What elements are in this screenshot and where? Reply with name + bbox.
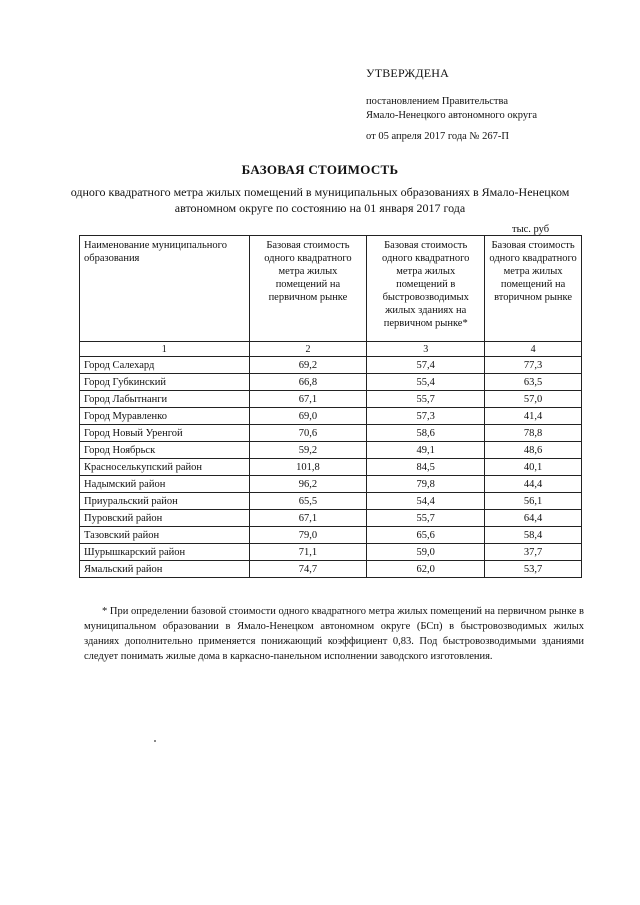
primary-cost: 67,1: [249, 391, 367, 408]
municipality-name: Красноселькупский район: [80, 459, 250, 476]
column-number: 4: [485, 342, 582, 357]
municipality-name: Тазовский район: [80, 527, 250, 544]
municipality-name: Шурышкарский район: [80, 544, 250, 561]
prefab-cost: 57,4: [367, 357, 485, 374]
table-body: [80, 357, 582, 578]
secondary-cost: 44,4: [485, 476, 582, 493]
primary-cost: 69,0: [249, 408, 367, 425]
municipality-name: Город Ноябрьск: [80, 442, 250, 459]
footnote: * При определении базовой стоимости одного квадратного метра жилых помещений на первичном рынке в муниципальном образовании в Ямало-Ненецком автономном округе (БСп) в быстровозводимых жилых зданиях дополнительно применяется понижающий коэффициент 0,83. Под быстровозводимыми зданиями следует понимать жилые дома в каркасно-панельном исполнении заводского изготовления.: [84, 606, 584, 662]
table-row: [80, 425, 582, 442]
prefab-cost: 65,6: [367, 527, 485, 544]
cost-table: [79, 235, 582, 578]
column-number: 3: [367, 342, 485, 357]
table-row: [80, 544, 582, 561]
primary-cost: 65,5: [249, 493, 367, 510]
primary-cost: 101,8: [249, 459, 367, 476]
table-row: [80, 391, 582, 408]
scan-speck: [154, 740, 156, 742]
municipality-name: Ямальский район: [80, 561, 250, 578]
municipality-name: Город Губкинский: [80, 374, 250, 391]
prefab-cost: 79,8: [367, 476, 485, 493]
approval-line-1: постановлением Правительства: [366, 96, 509, 107]
table-column-numbers: [80, 342, 582, 357]
secondary-cost: 53,7: [485, 561, 582, 578]
header-prefab-primary-market: Базовая стоимость одного квадратного метра жилых помещений в быстровозводимых жилых зданиях на первичном рынке*: [367, 236, 485, 342]
header-municipality: Наименование муниципального образования: [80, 236, 250, 342]
secondary-cost: 41,4: [485, 408, 582, 425]
secondary-cost: 57,0: [485, 391, 582, 408]
table-header-row: [80, 236, 582, 342]
prefab-cost: 58,6: [367, 425, 485, 442]
primary-cost: 67,1: [249, 510, 367, 527]
secondary-cost: 64,4: [485, 510, 582, 527]
secondary-cost: 40,1: [485, 459, 582, 476]
municipality-name: Город Новый Уренгой: [80, 425, 250, 442]
table-row: [80, 442, 582, 459]
primary-cost: 71,1: [249, 544, 367, 561]
primary-cost: 74,7: [249, 561, 367, 578]
prefab-cost: 62,0: [367, 561, 485, 578]
secondary-cost: 48,6: [485, 442, 582, 459]
primary-cost: 70,6: [249, 425, 367, 442]
prefab-cost: 54,4: [367, 493, 485, 510]
table-row: [80, 459, 582, 476]
table-row: [80, 561, 582, 578]
municipality-name: Город Салехард: [80, 357, 250, 374]
document-title: БАЗОВАЯ СТОИМОСТЬ: [241, 162, 399, 177]
table-row: [80, 476, 582, 493]
secondary-cost: 56,1: [485, 493, 582, 510]
header-secondary-market: Базовая стоимость одного квадратного метра жилых помещений на вторичном рынке: [485, 236, 582, 342]
approval-heading: УТВЕРЖДЕНА: [366, 66, 450, 80]
approval-line-2: Ямало-Ненецкого автономного округа: [366, 110, 538, 121]
prefab-cost: 84,5: [367, 459, 485, 476]
primary-cost: 79,0: [249, 527, 367, 544]
prefab-cost: 49,1: [367, 442, 485, 459]
column-number: 2: [249, 342, 367, 357]
primary-cost: 66,8: [249, 374, 367, 391]
prefab-cost: 55,7: [367, 510, 485, 527]
prefab-cost: 55,4: [367, 374, 485, 391]
column-number: 1: [80, 342, 250, 357]
table-row: [80, 510, 582, 527]
primary-cost: 59,2: [249, 442, 367, 459]
table-row: [80, 527, 582, 544]
table-row: [80, 408, 582, 425]
secondary-cost: 77,3: [485, 357, 582, 374]
approval-date: от 05 апреля 2017 года № 267-П: [366, 131, 509, 142]
prefab-cost: 55,7: [367, 391, 485, 408]
table-row: [80, 374, 582, 391]
primary-cost: 96,2: [249, 476, 367, 493]
secondary-cost: 37,7: [485, 544, 582, 561]
table-row: [80, 357, 582, 374]
prefab-cost: 59,0: [367, 544, 485, 561]
secondary-cost: 63,5: [485, 374, 582, 391]
municipality-name: Город Лабытнанги: [80, 391, 250, 408]
table-row: [80, 493, 582, 510]
primary-cost: 69,2: [249, 357, 367, 374]
header-primary-market: Базовая стоимость одного квадратного метра жилых помещений на первичном рынке: [249, 236, 367, 342]
secondary-cost: 58,4: [485, 527, 582, 544]
municipality-name: Приуральский район: [80, 493, 250, 510]
units-label: тыс. руб: [512, 224, 550, 235]
prefab-cost: 57,3: [367, 408, 485, 425]
municipality-name: Город Муравленко: [80, 408, 250, 425]
approval-block: [366, 66, 606, 142]
document-subtitle: одного квадратного метра жилых помещений в муниципальных образованиях в Ямало-Ненецком автономном округе по состоянию на 01 января 2017 года: [70, 185, 570, 215]
municipality-name: Пуровский район: [80, 510, 250, 527]
municipality-name: Надымский район: [80, 476, 250, 493]
secondary-cost: 78,8: [485, 425, 582, 442]
